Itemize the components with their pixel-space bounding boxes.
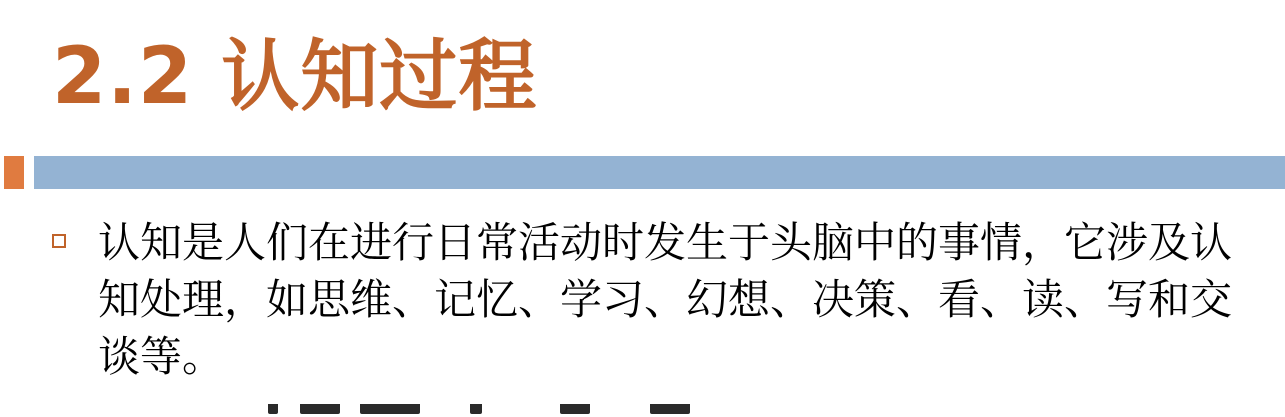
- cropped-next-line: [0, 404, 1285, 417]
- cropped-glyph: [470, 404, 482, 414]
- cropped-glyph: [268, 404, 278, 414]
- square-bullet-icon: [52, 234, 66, 248]
- cropped-glyph: [650, 404, 690, 414]
- slide-title: 2.2 认知过程: [52, 32, 538, 122]
- cropped-glyph: [300, 404, 340, 414]
- bullet-text: 认知是人们在进行日常活动时发生于头脑中的事情，它涉及认知处理，如思维、记忆、学习、幻想、决策、看、读、写和交谈等。: [98, 218, 1233, 381]
- title-accent-square: [4, 156, 24, 189]
- cropped-glyph: [560, 404, 590, 414]
- cropped-glyph: [360, 404, 420, 414]
- title-accent-bar: [34, 156, 1285, 189]
